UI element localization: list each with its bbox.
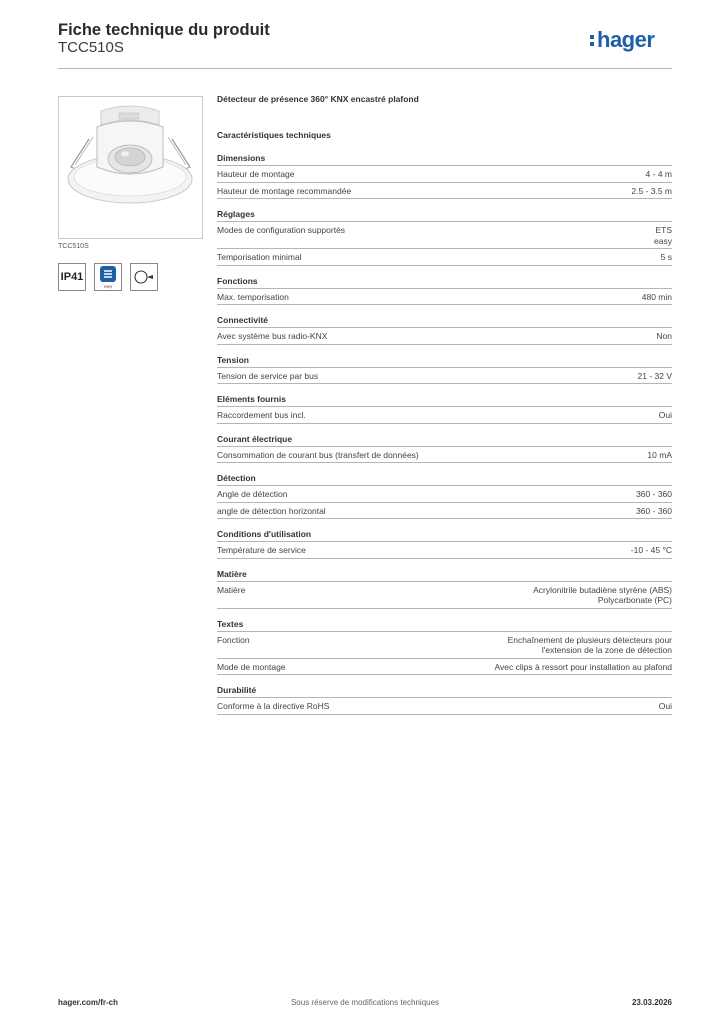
spec-row [217,222,672,249]
spec-label: Avec système bus radio-KNX [217,331,328,341]
spec-row [217,249,672,266]
spec-value-line: 360 - 360 [636,505,672,516]
spec-value-line: 5 s [660,252,672,262]
logo-dots-icon [590,32,595,48]
spec-section [217,276,672,306]
easy-configuration-badge [94,263,122,291]
spec-label: Hauteur de montage [217,169,295,179]
spec-row [217,166,672,183]
photo-caption: TCC510S [58,243,89,250]
specs-heading: Caractéristiques techniques [217,130,331,140]
spec-section-title: Tension [217,355,672,368]
specifications-panel [217,94,672,715]
spec-value-line: 2.5 - 3.5 m [631,185,672,196]
spec-value [654,225,672,246]
spec-value-line: 21 - 32 V [637,370,672,381]
spec-row [217,328,672,345]
spec-value [661,252,672,263]
ip-rating-badge: IP41 [58,263,86,291]
spec-sections [217,153,672,715]
spec-section [217,473,672,519]
spec-label: Matière [217,584,246,595]
spec-label: Mode de montage [217,661,286,672]
spec-value [647,450,672,461]
spec-row [217,503,672,520]
logo-wordmark: hager [597,27,655,52]
spec-label: Raccordement bus incl. [217,410,306,420]
spec-section [217,394,672,424]
spec-section-title: Connectivité [217,315,672,328]
spec-section-title: Fonctions [217,276,672,289]
product-photo [58,96,203,239]
spec-value-line: 360 - 360 [636,489,672,499]
spec-value [656,331,672,342]
spec-row [217,542,672,559]
spec-value [659,701,672,712]
spec-section-title: Courant électrique [217,434,672,447]
spec-section-title: Eléments fournis [217,394,672,407]
spec-section [217,569,672,609]
spec-section-title: Durabilité [217,685,672,698]
spec-value-line: Polycarbonate (PC) [597,595,672,605]
spec-value-line: 10 mA [647,449,672,460]
spec-row [217,659,672,676]
spec-section-title: Matière [217,569,672,582]
spec-value [631,186,672,197]
easy-configuration-icon [96,265,120,289]
page-title: Fiche technique du produit [58,21,270,39]
spec-label: Modes de configuration supportés [217,225,346,235]
spec-section-title: Dimensions [217,153,672,166]
spec-row [217,632,672,659]
spec-value-line: easy [654,235,672,246]
spec-section [217,355,672,385]
spec-label: Hauteur de montage recommandée [217,185,352,196]
product-reference: TCC510S [58,39,124,56]
spec-value [631,545,672,556]
spec-section-title: Détection [217,473,672,486]
spec-value-line: Acrylonitrile butadiène styrène (ABS) [533,584,672,595]
spec-row [217,368,672,385]
spec-value-line: 4 - 4 m [645,169,672,179]
spec-label: Consommation de courant bus (transfert de données) [217,449,419,460]
spec-label: Tension de service par bus [217,370,319,381]
spec-section-title: Conditions d'utilisation [217,529,672,542]
footer-date: 23.03.2026 [631,998,672,1007]
spec-value-line: Oui [658,701,672,711]
spec-section-title: Réglages [217,209,672,222]
spec-value [659,410,672,421]
footer-note: Sous réserve de modifications techniques [290,998,440,1007]
spec-section [217,434,672,464]
spec-section [217,153,672,199]
ceiling-mount-badge [130,263,158,291]
spec-value-line: -10 - 45 °C [630,545,672,555]
spec-value [636,489,672,500]
flush-mount-icon [132,265,156,289]
spec-section-title: Textes [217,619,672,632]
spec-value-line: ETS [655,225,672,235]
easy-label: easy [103,283,113,289]
spec-row [217,289,672,306]
spec-label: Angle de détection [217,489,288,499]
spec-row [217,582,672,609]
footer-website: hager.com/fr-ch [58,998,119,1007]
hager-logo [590,27,654,53]
spec-row [217,447,672,464]
presence-detector-illustration [59,97,202,238]
spec-row [217,407,672,424]
spec-value-line: Avec clips à ressort pour installation au plafond [494,661,672,672]
spec-section [217,619,672,676]
spec-section [217,529,672,559]
header-divider [58,68,672,69]
spec-section [217,315,672,345]
spec-value [638,371,673,382]
spec-row [217,698,672,715]
spec-value-line: l'extension de la zone de détection [541,645,672,655]
spec-label: Temporisation minimal [217,252,302,262]
product-description: Détecteur de présence 360° KNX encastré plafond [217,94,419,104]
spec-value-line: Non [656,331,672,341]
spec-section [217,685,672,715]
spec-label: Conforme à la directive RoHS [217,701,330,711]
spec-value-line: Oui [658,410,672,420]
spec-value-line: Enchaînement de plusieurs détecteurs pour [507,634,672,645]
spec-label: angle de détection horizontal [217,505,326,516]
spec-value-line: 480 min [641,291,672,302]
spec-value [495,662,673,673]
spec-section [217,209,672,266]
spec-value [508,635,672,656]
spec-row [217,183,672,200]
spec-label: Fonction [217,634,250,645]
spec-row [217,486,672,503]
spec-label: Max. temporisation [217,291,289,302]
product-badges [58,263,158,291]
spec-value [642,292,672,303]
spec-value [636,506,672,517]
spec-label: Température de service [217,545,306,555]
spec-value [646,169,672,180]
spec-value [533,585,672,606]
